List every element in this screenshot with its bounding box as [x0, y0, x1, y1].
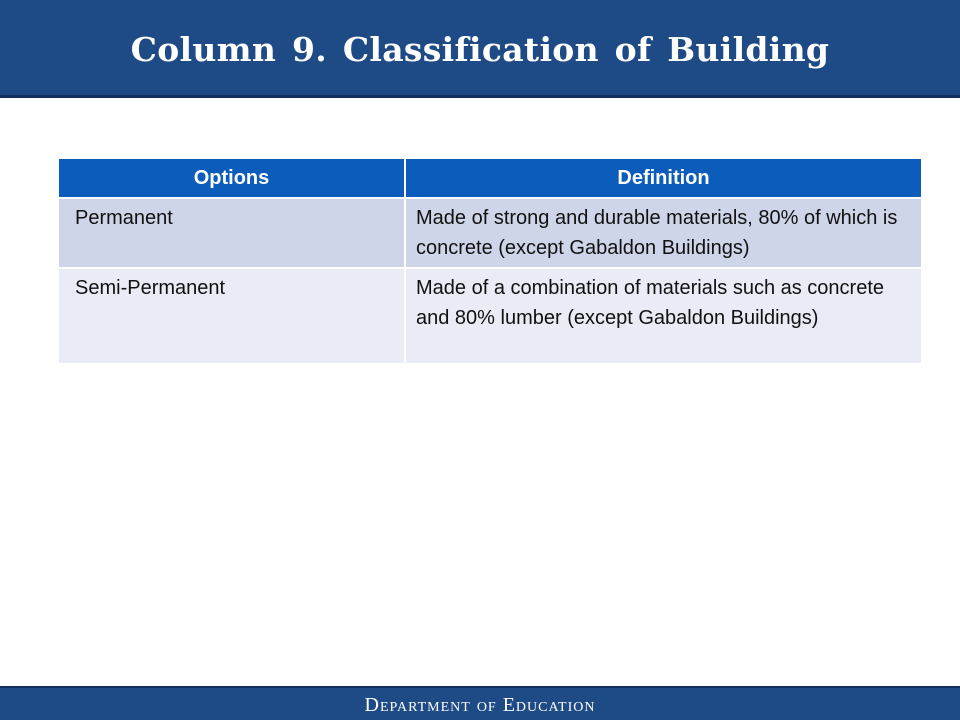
definition-cell: Made of a combination of materials such as concrete and 80% lumber (except Gabaldon Buildings): [405, 268, 922, 364]
classification-table-container: [57, 157, 921, 365]
slide-title: Column 9. Classification of Building: [130, 30, 830, 69]
column-header-options: Options: [58, 158, 405, 198]
column-header-definition: Definition: [405, 158, 922, 198]
definition-cell: Made of strong and durable materials, 80% of which is concrete (except Gabaldon Buildings): [405, 198, 922, 268]
footer-bar: [0, 686, 960, 720]
footer-department-name: Department of Education: [364, 694, 596, 716]
title-banner: [0, 0, 960, 98]
option-cell: Semi-Permanent: [58, 268, 405, 364]
table-row-semi-permanent: [58, 268, 922, 364]
table-row-permanent: [58, 198, 922, 268]
option-cell: Permanent: [58, 198, 405, 268]
classification-table: [57, 157, 923, 365]
table-header-row: [58, 158, 922, 198]
